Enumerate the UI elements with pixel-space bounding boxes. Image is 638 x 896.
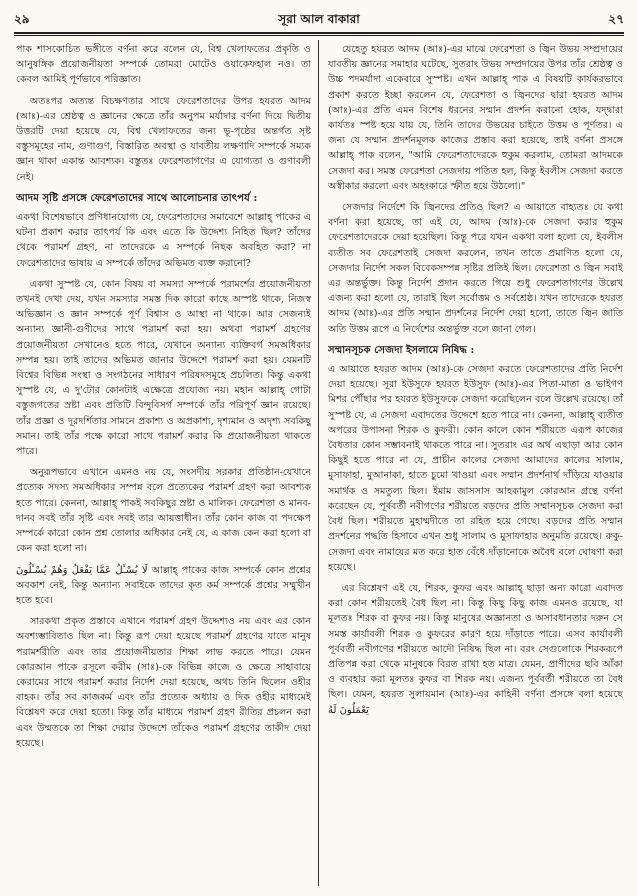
- column-divider: [318, 40, 319, 886]
- paragraph: সেজদার নির্দেশে কি জ্বিনদের প্রতিও ছিল? এ আয়াতে বাহ্যতঃ যে কথা বর্ণনা করা হয়েছে, তা এই যে, আদম (আঃ)-কে সেজদা করার হুকুম ফেরেশতাদেরকে দেয়া হয়েছিল। কিন্তু পরে যখন একথা বলা হলো যে, ইবলীস ব্যতীত সব ফেরেশতাই সেজদা করলেন, তখন তাতে প্রমাণিত হলো যে, সেজদার নির্দেশ সকল বিবেকসম্পন্ন সৃষ্টির প্রতিই ছিল। ফেরেশতা ও জ্বিন সবাই এর অন্তর্ভুক্ত। কিন্তু নির্দেশ প্রদান করতে গিয়ে শুধু ফেরেশতাগণের উল্লেখ এজন্য করা হলো যে, তারাই ছিল সর্বোত্তম ও সর্বশ্রেষ্ঠ। যখন তাদেরকে হযরত আদম (আঃ)-এর প্রতি সম্মান প্রদর্শনের নির্দেশ দেয়া হলো, তাতে জ্বিন জাতি অতি উত্তম রূপে এ নির্দেশের অন্তর্ভুক্ত বলে জানা গেল।: [328, 202, 623, 335]
- left-column: [16, 42, 311, 886]
- surah-title: সূরা আল বাকারা: [278, 12, 360, 26]
- paragraph: একথা বিশেষভাবে প্রণিধানযোগ্য যে, ফেরেশতাদের সমাবেশে আল্লাহ্ পাকের এ ঘটনা প্রকাশ করার তাৎপর্য কি এবং এতে কি উদ্দেশ্য নিহিত ছিল? তাঁদের থেকে পরামর্শ গ্রহণ, না তাদেরকে এ সম্পর্কে নিছক অবহিত করা? না ফেরেশতাদের ভাষায় এ সম্পর্কে তাঁদের অভিমত ব্যক্ত করানো?: [16, 212, 311, 269]
- arabic-verse: لَا يُسْـَٔلُ عَمَّا يَفْعَلُ وَهُمْ يُسْـَٔلُونَ: [16, 564, 148, 576]
- paragraph: অতঃপর অত্যন্ত বিচক্ষণতার সাথে ফেরেশতাদের উপর হযরত আদম (আঃ)-এর শ্রেষ্ঠত্ব ও জ্ঞানের ক্ষেত্রে তাঁর অনুপম মর্যাদার বর্ণনা দিয়ে দ্বিতীয় উত্তরটি দেয়া হয়েছে যে, বিশ্ব খেলাফতের জন্য ভূ-পৃষ্ঠের অন্তর্গত সৃষ্ট বস্তুসমূহের নাম, গুণাগুণ, বিস্তারিত অবস্থা ও যাবতীয় লক্ষণাদি সম্পর্কে সম্যক জ্ঞান থাকা একান্ত আবশ্যক। বস্তুতঃ ফেরেশতাগণের এ যোগ্যতা ও গুণাবলী নেই।: [16, 95, 311, 183]
- paragraph-with-verse: [328, 581, 623, 718]
- paragraph: এ আয়াতে হযরত আদম (আঃ)-কে সেজদা করতে ফেরেশতাদের প্রতি নির্দেশ দেয়া হয়েছে। সূরা ইউসুফে হযরত ইউসুফ (আঃ)-এর পিতা-মাতা ও ভাইগণ মিশর পৌঁছার পর হযরত ইউসুফকে সেজদা করেছিলেন বলে উল্লেখ রয়েছে। তাঁ সুস্পষ্ট যে, এ সেজদা এবাদতের উদ্দেশে হতে পারে না। কেননা, আল্লাহ্ ব্যতীত অপরের উপাসনা শিরক ও কুফরী। কোন কালে কোন শরীয়তে এরূপ কাজের বৈধতার কোন সম্ভাবনাই থাকতে পারে না। সুতরাং এর অর্থ এছাড়া আর কোন কিছুই হতে পারে না যে, প্রাচীন কালের সেজদা আমাদের কালের সালাম, মুসাফাহা, মুআনাকা, হাতে চুমো খাওয়া এবং সম্মান প্রদর্শনার্থ দাঁড়িয়ে যাওয়ার সমার্থক ও সমতুল্য ছিল। ইমাম জাসসাস আহকামুল কোরআন গ্রন্থে বর্ণনা করেছেন যে, পূর্ববর্তী নবীগণের শরীয়তে বড়দের প্রতি সম্মানসূচক সেজদা করা বৈধ ছিল। শরীয়তে মুহাম্মদীতে তা রহিত হয়ে গেছে। বড়দের প্রতি সম্মান প্রদর্শনের পদ্ধতি হিসাবে এখন শুধু সালাম ও মুসাফাহার অনুমতি রয়েছে। রুকু-সেজদা এবং নামাযের মত করে হাত বেঁধে দাঁড়ানোকে অবৈধ বলে ঘোষণা করা হয়েছে।: [328, 364, 623, 573]
- header-rule: [14, 32, 624, 34]
- section-heading: সম্মানসূচক সেজদা ইসলামে নিষিদ্ধ :: [328, 343, 475, 356]
- left-page-number: ২৯: [14, 12, 30, 26]
- section-heading: আদম সৃষ্টি প্রসঙ্গে ফেরেশতাদের সাথে আলোচনার তাৎপর্য :: [16, 191, 258, 204]
- right-column: [328, 42, 623, 886]
- paragraph-with-verse: [16, 563, 311, 609]
- paragraph: পাক শাসকোচিত ভঙ্গীতে বর্ণনা করে বলেন যে, বিশ্ব খেলাফতের প্রকৃতি ও আনুষঙ্গিক প্রয়োজনীয়তা সম্পর্কে তোমরা মোটেও ওয়াকেফহাল নও। তা কেবল আমিই পূর্ণভাবে পরিজ্ঞাত।: [16, 44, 311, 86]
- paragraph-text: এর বিশ্লেষণ এই যে, শিরক, কুফর এবং আল্লাহ্ ছাড়া অন্য কারো এবাদত করা কোন শরীয়তেই বৈধ ছিল না। কিন্তু কিছু কিছু কাজ এমনও রয়েছে, যা মূলতঃ শিরক বা কুফর নয়। কিন্তু মানুষের অজ্ঞানতা ও অসাবধানতার দরুন সে সমস্ত কার্যাবলী শিরক ও কুফরের কারণ হয়ে দাঁড়াতে পারে। এসব কার্যাবলী পূর্ববর্তী নবীগণের শরীয়তে আদৌ নিষিদ্ধ ছিল না। বরং সেগুলোকে শিরকরূপে প্রতিপন্ন করা থেকে মানুষকে বিরত রাখা হত মাত্র। যেমন, প্রাণীদের ছবি আঁকা ও ব্যবহার করা মূলতঃ কুফর বা শিরক নয়। এজন্য পূর্ববর্তী শরীয়তে তা বৈধ ছিল। যেমন, হযরত সুলায়মান (আঃ)-এর কাহিনী বর্ণনা প্রসঙ্গে বলা হয়েছে: [328, 582, 623, 701]
- header-rule-thin: [14, 35, 624, 36]
- page-header: [14, 10, 624, 32]
- paragraph-text: আল্লাহ্ পাকের কাজ সম্পর্কে কোন প্রশ্নের অবকাশ নেই, কিন্তু অন্যান্য সবাইকে তাদের কৃত কর্ম সম্পর্কে প্রশ্নের সম্মুখীন হতে হবে।: [16, 564, 311, 606]
- arabic-verse: يَعْمَلُونَ لَهُ: [328, 704, 369, 716]
- paragraph: সারকথা প্রকৃত প্রস্তাবে এখানে পরামর্শ গ্রহণ উদ্দেশ্যও নয় এবং এর কোন অবশ্যম্ভাবিতাও ছিল না। কিন্তু রূপ দেয়া হয়েছে পরামর্শ গ্রহণের যাতে মানুষ পরামর্শরীতি এবং তার প্রয়োজনীয়তার শিক্ষা লাভ করতে পারে। যেমন কোরআন পাকে রসূলে করীম (সাঃ)-কে বিভিন্ন কাজে ও ক্ষেত্রে সাহাবায়ে কেরামের সাথে পরামর্শ করার নির্দেশ দেয়া হয়েছে, অথচ তিনি ছিলেন ওহীর বাহক। তাঁর সব কাজকর্ম এবং তাঁর প্রত্যেক অধ্যায় ও দিক ওহীর মাধ্যমেই বিশ্লেষণ করে দেয়া হতো। কিন্তু তাঁর মাধ্যমে পরামর্শ গ্রহণ রীতির প্রচলন করা এবং উম্মতকে তা শিক্ষা দেয়ার উদ্দেশে তাঁকেও পরামর্শ গ্রহণের তাকীদ দেয়া হয়েছে।: [16, 616, 311, 749]
- right-page-number: ২৭: [608, 12, 624, 26]
- paragraph: অনুরূপভাবে এখানে এমনও নয় যে, সংসদীয় সরকার প্রতিষ্ঠান-যেখানে প্রত্যেক সদস্য সমঅধিকার সম্পন্ন বলে প্রত্যেকের পরামর্শ গ্রহণ করা আবশ্যক হতে পারে। কেননা, আল্লাহ্ পাকই সবকিছুর স্রষ্টা ও মালিক। ফেরেশতা ও মানব-দানব সবই তাঁর সৃষ্টি এবং সবই তার আয়ত্তাধীন। তাঁর কোন কাজ বা পদক্ষেপ সম্পর্কে কারো কোন প্রশ্ন তোলার অধিকার নেই যে, এ কাজ কেন করা হলো বা কেন করা হলো না।: [16, 467, 311, 555]
- paragraph: যেহেতু হযরত আদম (আঃ)-এর মাঝে ফেরেশতা ও জ্বিন উভয় সম্প্রদায়ের যাবতীয় জ্ঞানের সমাহার ঘটেছে, সুতরাং উভয় সম্প্রদায়ের উপর তাঁর শ্রেষ্ঠত্ব ও উচ্চ পদমর্যাদা একেবারে সুস্পষ্ট। এখন আল্লাহ্ পাক এ বিষয়টি কার্যকরভাবে প্রকাশ করতে ইচ্ছা করলেন যে, ফেরেশতা ও জ্বিনদের দ্বারা হযরত আদম (আঃ)-এর প্রতি এমন বিশেষ ধরনের সম্মান প্রদর্শন করানো হোক, যদ্দ্বারা কার্যতঃ স্পষ্ট হয়ে যায় যে, তিনি তাদের উভয়ের চাইতে উত্তম ও পূর্ণতর। এ জন্য যে সম্মান প্রদর্শনমূলক কাজের প্রস্তাব করা হয়েছে, তাই বর্ণনা প্রসঙ্গে আল্লাহ্ পাক বলেন, "আমি ফেরেশতাদেরকে হুকুম করলাম, তোমরা আদমকে সেজদা কর। সমস্ত ফেরেশতা সেজদায় পতিত হল, কিন্তু ইবলীস সেজদা করতে অস্বীকার করলো এবং অহংকারে স্ফীত হয়ে উঠলো।": [328, 44, 623, 192]
- paragraph: একথা সুস্পষ্ট যে, কোন বিষয় বা সমস্যা সম্পর্কে পরামর্শের প্রয়োজনীয়তা তখনই দেখা দেয়, যখন সমস্যার সমস্ত দিক কারো কাছে অস্পষ্ট থাকে, নিজস্ব অভিজ্ঞান ও জ্ঞান সম্পর্কে পূর্ণ বিশ্বাস ও আস্থা না থাকে। আর সেজন্যই অন্যান্য জ্ঞানী-গুণীদের সাথে পরামর্শ করা হয়। অথবা পরামর্শ গ্রহণের প্রয়োজনীয়তা সেখানেও হতে পারে, যেখানে অন্যান্য ব্যক্তিবর্গ সমঅধিকার সম্পন্ন হয়। তাই তাদের অভিমত জানার উদ্দেশে পরামর্শ করা হয়। যেমনটি বিশ্বের বিভিন্ন সংস্থা ও সংগঠনের সাধারণ পরিষদসমূহে প্রচলিত। কিন্তু একথা সুস্পষ্ট যে, এ দু'টোর কোনটাই এক্ষেত্রে প্রযোজ্য নয়। মহান আল্লাহ্ গোটা বস্তুজগতের স্রষ্টা এবং প্রতিটি বিন্দুবিসর্গ সম্পর্কে তাঁর পরিপূর্ণ জ্ঞান রয়েছে। তাঁর প্রজ্ঞা ও দূরদর্শিতার সামনে প্রকাশ্য ও অপ্রকাশ্য, দৃশ্যমান ও অদৃশ্য সবকিছু সমান। তাই তাঁর পক্ষে কারো সাথে পরামর্শ করার কি প্রয়োজনীয়তা থাকতে পারে।: [16, 278, 311, 458]
